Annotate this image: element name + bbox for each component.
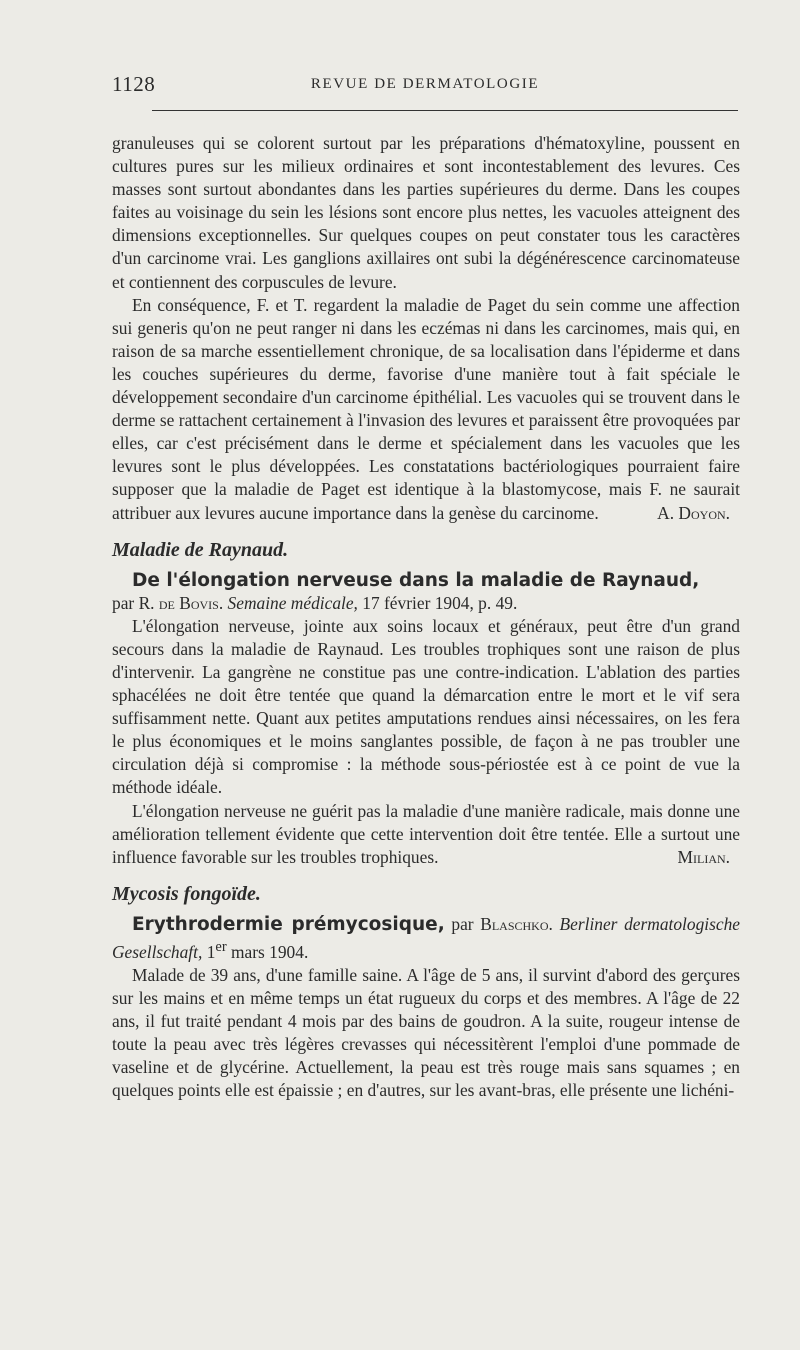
paragraph	[112, 800, 740, 869]
citation-par: par	[112, 592, 135, 613]
citation-date: 17 février 1904, p. 49.	[362, 592, 518, 613]
article-title: Erythrodermie prémycosique,	[132, 913, 445, 935]
paragraph-text: L'élongation nerveuse ne guérit pas la maladie d'une manière radicale, mais donne une amélioration tellement évidente que cette intervention doit être tentée. Elle a surtout une influence favorable sur les troubles trophiques.	[112, 800, 740, 867]
citation-date: mars 1904.	[231, 941, 309, 962]
article-body	[112, 132, 740, 1102]
citation-journal: Semaine médicale,	[227, 592, 358, 613]
section-heading: Mycosis fongoïde.	[112, 882, 261, 905]
citation-journal: Berliner dermatologische Gesellschaft,	[112, 913, 740, 962]
article-citation	[112, 569, 740, 615]
article-title: De l'élongation nerveuse dans la maladie de Raynaud,	[132, 569, 700, 591]
author-signature: A. Doyon.	[657, 502, 730, 523]
author-signature: Milian.	[677, 846, 730, 867]
paragraph: granuleuses qui se colorent surtout par les préparations d'hématoxyline, poussent en cultures pures sur les milieux ordinaires et sont incontestablement des levures. Ces masses sont surtout abondantes dans les parties supérieures du derme. Dans les coupes faites au voisinage du sein les lésions sont encore plus nettes, les vacuoles atteignent des dimensions exceptionnelles. Sur quelques coupes on peut constater tous les caractères d'un carcinome vrai. Les ganglions axillaires ont subi la dégénérescence carcinomateuse et contiennent des corpuscules de levure.	[112, 133, 740, 292]
article-citation	[112, 913, 740, 964]
paragraph: L'élongation nerveuse, jointe aux soins locaux et généraux, peut être d'un grand secours dans la maladie de Raynaud. Les troubles trophiques sont une raison de plus d'intervenir. La gangrène ne constitue pas une contre-indication. L'ablation des parties sphacélées ne doit être tentée que quand la démarcation entre le mort et le vif sera suffisamment nette. Quant aux petites amputations rendues ainsi nécessaires, on les fera le plus économiques et le moins sanglantes possible, de façon à ne pas troubler une circulation déjà si compromise : la méthode sous-périostée est à ce point de vue la méthode idéale.	[112, 615, 740, 798]
citation-date-day: 1	[206, 941, 216, 962]
page-header	[112, 72, 738, 102]
paragraph: Malade de 39 ans, d'une famille saine. A l'âge de 5 ans, il survint d'abord des gerçures sur les mains et en même temps un état rugueux du corps et des membres. A l'âge de 22 ans, il fut traité pendant 4 mois par des bains de goudron. A la suite, rougeur intense de toute la peau avec très légères crevasses qui nécessitèrent l'emploi d'une pommade de vaseline et de glycérine. Actuellement, la peau est très rouge mais sans squames ; en quelques points elle est épaissie ; en d'autres, sur les avant-bras, elle présente une lichéni-	[112, 964, 740, 1101]
paragraph	[112, 294, 740, 525]
running-head: REVUE DE DERMATOLOGIE	[310, 76, 540, 92]
citation-par: par	[451, 913, 474, 934]
page-number: 1128	[112, 72, 156, 96]
citation-author: R. de Bovis.	[138, 592, 224, 613]
paragraph-text: En conséquence, F. et T. regardent la maladie de Paget du sein comme une affection sui generis qu'on ne peut ranger ni dans les eczémas ni dans les carcinomes, mais qui, en raison de sa marche essentiellement chronique, de sa localisation dans l'épiderme et dans les couches supérieures du derme, favorise d'une manière tout à fait spéciale le développement secondaire d'un carcinome épithélial. Les vacuoles qui se trouvent dans le derme se rattachent certainement à l'invasion des levures et paraissent être provoquées par elles, car c'est précisément dans le derme et spécialement dans les vacuoles que les levures sont le plus développées. Les constatations bactériologiques pourraient faire supposer que la maladie de Paget est identique à la blastomycose, mais F. ne saurait attribuer aux levures aucune importance dans la genèse du carcinome.	[112, 294, 740, 523]
citation-date-sup: er	[215, 938, 227, 955]
citation-author: Blaschko.	[480, 913, 553, 934]
header-rule	[152, 110, 738, 111]
section-heading: Maladie de Raynaud.	[112, 538, 289, 561]
